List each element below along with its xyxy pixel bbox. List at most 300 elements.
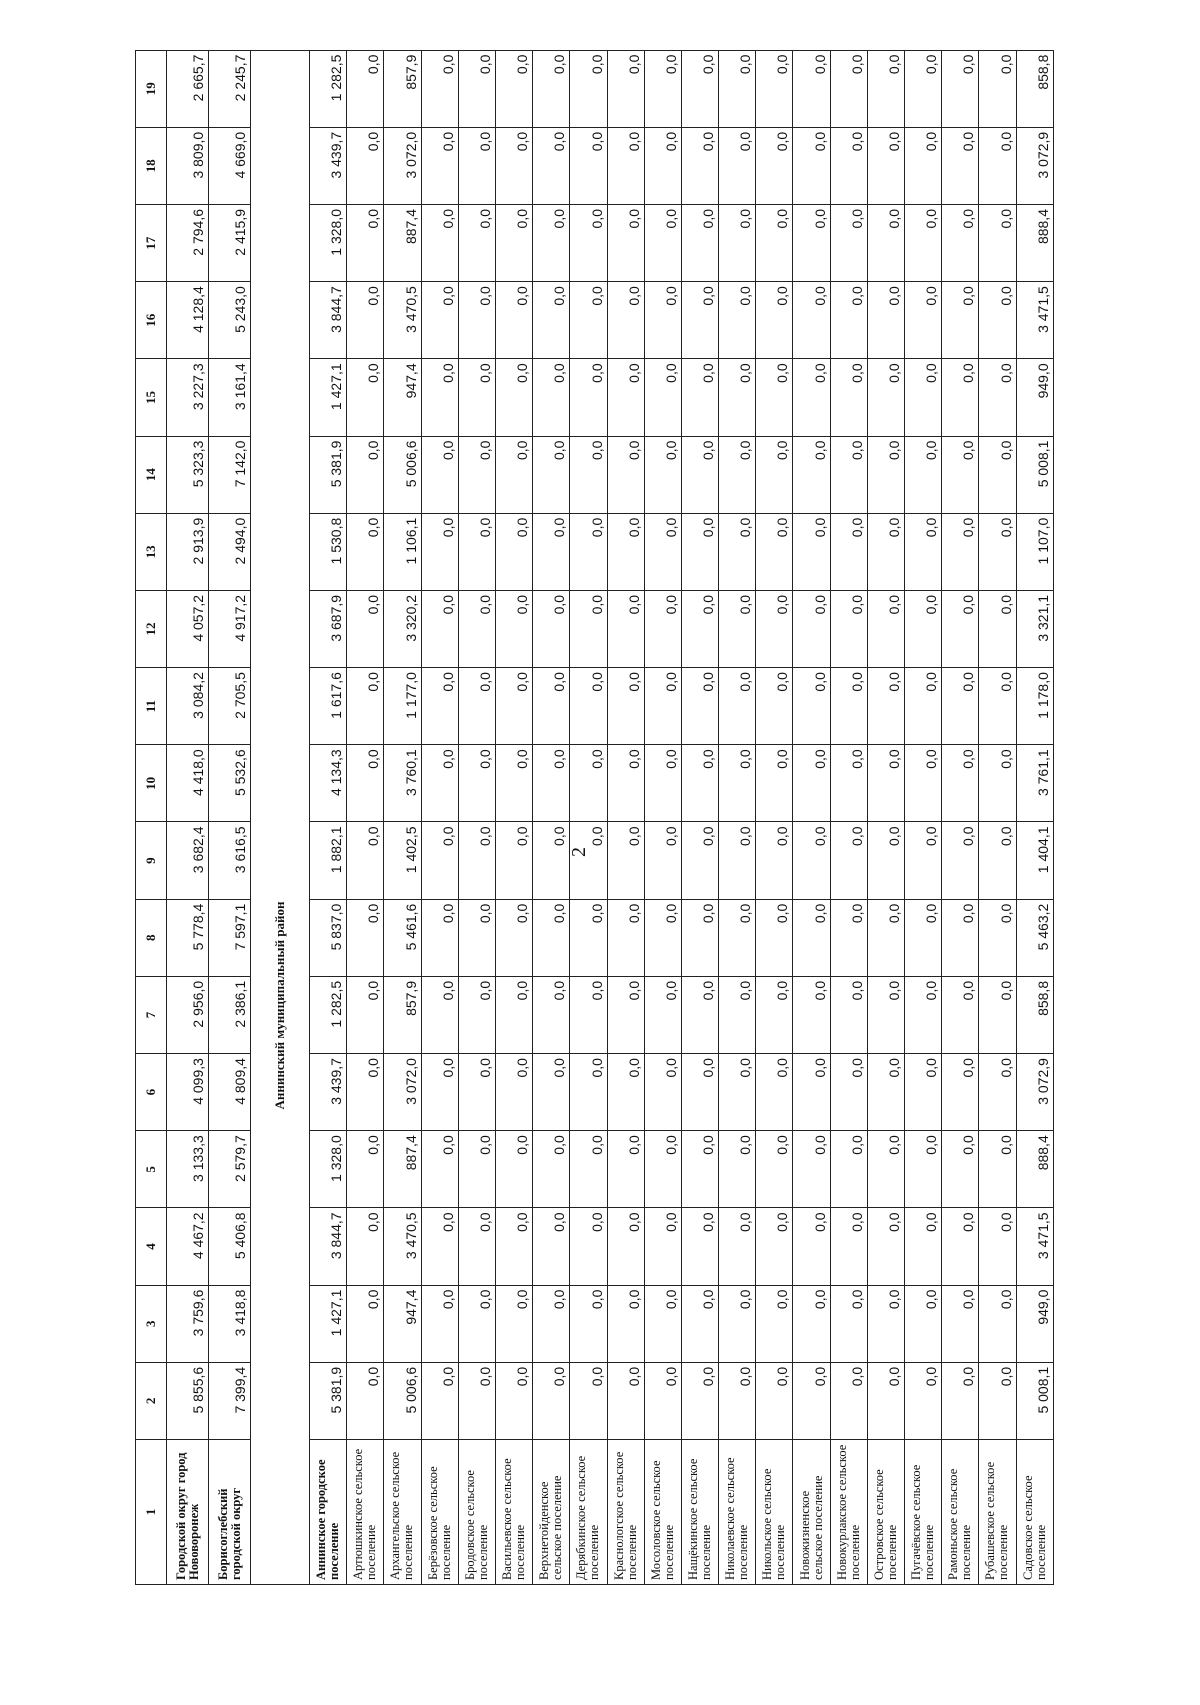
table-cell: 3 809,0	[167, 127, 209, 204]
table-cell: 3 072,0	[384, 127, 421, 204]
table-cell: 0,0	[644, 359, 681, 436]
table-cell: 0,0	[644, 513, 681, 590]
table-cell: 5 837,0	[310, 899, 347, 976]
table-cell: 0,0	[421, 513, 458, 590]
table-cell: 0,0	[607, 436, 644, 513]
table-cell: 0,0	[681, 668, 718, 745]
table-cell: 0,0	[570, 1054, 607, 1131]
table-cell: 0,0	[830, 436, 867, 513]
page-number: 2	[568, 847, 590, 857]
table-cell: 3 844,7	[310, 1208, 347, 1285]
table-row	[756, 50, 793, 1584]
table-row	[1016, 50, 1053, 1584]
table-cell: 3 072,9	[1016, 127, 1053, 204]
table-cell: 0,0	[533, 282, 570, 359]
table-cell: 0,0	[719, 976, 756, 1053]
table-cell: 0,0	[719, 1208, 756, 1285]
table-cell: 0,0	[979, 1362, 1016, 1439]
column-header: 6	[136, 1054, 167, 1131]
table-cell: 0,0	[533, 822, 570, 899]
table-cell: 0,0	[347, 513, 384, 590]
table-row	[533, 50, 570, 1584]
row-name: Верхнетойденское сельское поселение	[533, 1440, 570, 1585]
table-cell: 0,0	[756, 127, 793, 204]
table-cell: 5 381,9	[310, 1362, 347, 1439]
data-table	[135, 50, 1054, 1585]
table-cell: 2 665,7	[167, 50, 209, 127]
table-cell: 0,0	[347, 282, 384, 359]
table-cell: 0,0	[347, 205, 384, 282]
section-spacer	[251, 1440, 310, 1585]
table-cell: 4 467,2	[167, 1208, 209, 1285]
column-header: 1	[136, 1440, 167, 1585]
table-cell: 1 178,0	[1016, 668, 1053, 745]
table-cell: 5 855,6	[167, 1362, 209, 1439]
table-cell: 0,0	[458, 1362, 495, 1439]
table-cell: 0,0	[793, 282, 830, 359]
column-header: 7	[136, 976, 167, 1053]
table-cell: 0,0	[867, 668, 904, 745]
table-cell: 0,0	[719, 127, 756, 204]
table-row	[384, 50, 421, 1584]
table-cell: 0,0	[421, 1285, 458, 1362]
table-row	[644, 50, 681, 1584]
table-cell: 1 282,5	[310, 976, 347, 1053]
table-cell: 4 128,4	[167, 282, 209, 359]
table-cell: 0,0	[793, 1131, 830, 1208]
table-cell: 0,0	[644, 127, 681, 204]
table-row	[793, 50, 830, 1584]
table-cell: 0,0	[867, 1208, 904, 1285]
table-cell: 1 402,5	[384, 822, 421, 899]
section-row	[251, 50, 310, 1584]
table-cell: 0,0	[533, 745, 570, 822]
table-cell: 0,0	[719, 436, 756, 513]
table-cell: 0,0	[756, 976, 793, 1053]
table-cell: 0,0	[495, 513, 532, 590]
table-cell: 7 399,4	[209, 1362, 251, 1439]
table-cell: 3 321,1	[1016, 590, 1053, 667]
table-cell: 0,0	[570, 1285, 607, 1362]
table-cell: 0,0	[495, 50, 532, 127]
row-name: Васильевское сельское поселение	[495, 1440, 532, 1585]
column-header: 19	[136, 50, 167, 127]
table-cell: 0,0	[644, 822, 681, 899]
table-cell: 0,0	[644, 282, 681, 359]
table-cell: 0,0	[979, 50, 1016, 127]
table-cell: 0,0	[421, 976, 458, 1053]
table-row	[719, 50, 756, 1584]
table-cell: 0,0	[533, 1131, 570, 1208]
table-cell: 0,0	[830, 1362, 867, 1439]
table-cell: 3 682,4	[167, 822, 209, 899]
table-cell: 3 161,4	[209, 359, 251, 436]
table-cell: 0,0	[495, 1054, 532, 1131]
table-cell: 3 320,2	[384, 590, 421, 667]
table-cell: 0,0	[793, 50, 830, 127]
table-cell: 1 107,0	[1016, 513, 1053, 590]
table-cell: 0,0	[533, 899, 570, 976]
table-cell: 0,0	[756, 590, 793, 667]
table-cell: 0,0	[570, 1362, 607, 1439]
table-cell: 0,0	[495, 1131, 532, 1208]
table-cell: 0,0	[533, 50, 570, 127]
table-cell: 0,0	[942, 976, 979, 1053]
table-cell: 4 057,2	[167, 590, 209, 667]
table-cell: 0,0	[421, 1362, 458, 1439]
row-name: Архангельское сельское поселение	[384, 1440, 421, 1585]
table-cell: 0,0	[607, 1362, 644, 1439]
table-cell: 0,0	[830, 745, 867, 822]
table-cell: 0,0	[533, 590, 570, 667]
table-cell: 0,0	[905, 822, 942, 899]
table-cell: 0,0	[421, 590, 458, 667]
table-cell: 0,0	[607, 976, 644, 1053]
table-cell: 857,9	[384, 976, 421, 1053]
table-cell: 0,0	[719, 205, 756, 282]
table-cell: 0,0	[495, 1285, 532, 1362]
table-cell: 0,0	[719, 1054, 756, 1131]
table-cell: 0,0	[495, 822, 532, 899]
table-cell: 0,0	[830, 899, 867, 976]
table-cell: 0,0	[979, 513, 1016, 590]
table-cell: 0,0	[570, 668, 607, 745]
table-cell: 2 415,9	[209, 205, 251, 282]
table-cell: 0,0	[979, 1285, 1016, 1362]
table-cell: 0,0	[979, 822, 1016, 899]
table-cell: 0,0	[942, 590, 979, 667]
table-cell: 3 227,3	[167, 359, 209, 436]
table-cell: 0,0	[830, 668, 867, 745]
table-cell: 0,0	[942, 822, 979, 899]
table-cell: 0,0	[681, 359, 718, 436]
table-row	[867, 50, 904, 1584]
table-cell: 0,0	[793, 976, 830, 1053]
table-cell: 0,0	[942, 668, 979, 745]
table-cell: 0,0	[867, 50, 904, 127]
table-cell: 0,0	[979, 1054, 1016, 1131]
table-cell: 0,0	[347, 899, 384, 976]
table-cell: 0,0	[681, 1285, 718, 1362]
row-name: Аннинское городское поселение	[310, 1440, 347, 1585]
table-cell: 0,0	[867, 436, 904, 513]
table-cell: 0,0	[905, 513, 942, 590]
row-name: Краснологское сельское поселение	[607, 1440, 644, 1585]
table-cell: 0,0	[458, 976, 495, 1053]
table-cell: 0,0	[719, 359, 756, 436]
table-cell: 0,0	[905, 899, 942, 976]
table-cell: 0,0	[905, 282, 942, 359]
table-cell: 0,0	[495, 205, 532, 282]
table-cell: 0,0	[942, 1208, 979, 1285]
table-row	[942, 50, 979, 1584]
table-cell: 0,0	[570, 513, 607, 590]
table-cell: 0,0	[421, 50, 458, 127]
table-cell: 1 617,6	[310, 668, 347, 745]
table-cell: 0,0	[867, 899, 904, 976]
table-cell: 3 084,2	[167, 668, 209, 745]
table-cell: 0,0	[905, 359, 942, 436]
table-cell: 0,0	[458, 1054, 495, 1131]
table-cell: 0,0	[867, 127, 904, 204]
table-cell: 0,0	[458, 359, 495, 436]
table-cell: 0,0	[942, 1285, 979, 1362]
column-header: 14	[136, 436, 167, 513]
table-cell: 0,0	[681, 513, 718, 590]
table-cell: 1 427,1	[310, 1285, 347, 1362]
table-cell: 3 616,5	[209, 822, 251, 899]
table-cell: 3 133,3	[167, 1131, 209, 1208]
table-cell: 5 008,1	[1016, 1362, 1053, 1439]
table-cell: 1 404,1	[1016, 822, 1053, 899]
table-cell: 0,0	[719, 50, 756, 127]
table-cell: 7 597,1	[209, 899, 251, 976]
table-cell: 3 761,1	[1016, 745, 1053, 822]
table-cell: 947,4	[384, 1285, 421, 1362]
table-cell: 5 243,0	[209, 282, 251, 359]
table-cell: 3 687,9	[310, 590, 347, 667]
table-cell: 0,0	[495, 668, 532, 745]
table-cell: 0,0	[793, 1208, 830, 1285]
table-cell: 0,0	[458, 1285, 495, 1362]
table-cell: 0,0	[644, 899, 681, 976]
table-cell: 0,0	[905, 436, 942, 513]
table-cell: 0,0	[347, 127, 384, 204]
table-cell: 0,0	[756, 1054, 793, 1131]
table-cell: 0,0	[867, 1285, 904, 1362]
table-cell: 0,0	[756, 745, 793, 822]
table-cell: 0,0	[644, 1054, 681, 1131]
table-cell: 0,0	[607, 1131, 644, 1208]
table-cell: 0,0	[644, 50, 681, 127]
table-cell: 0,0	[942, 513, 979, 590]
table-cell: 0,0	[719, 668, 756, 745]
table-cell: 0,0	[681, 436, 718, 513]
table-cell: 0,0	[830, 50, 867, 127]
table-cell: 0,0	[533, 976, 570, 1053]
table-cell: 0,0	[942, 50, 979, 127]
table-cell: 0,0	[570, 976, 607, 1053]
table-cell: 4 669,0	[209, 127, 251, 204]
table-cell: 0,0	[979, 282, 1016, 359]
table-cell: 0,0	[458, 590, 495, 667]
table-row	[495, 50, 532, 1584]
table-cell: 0,0	[570, 359, 607, 436]
table-cell: 0,0	[533, 668, 570, 745]
table-cell: 0,0	[347, 359, 384, 436]
table-cell: 2 956,0	[167, 976, 209, 1053]
table-cell: 0,0	[347, 1362, 384, 1439]
table-cell: 1 530,8	[310, 513, 347, 590]
table-cell: 0,0	[644, 1362, 681, 1439]
table-cell: 0,0	[533, 436, 570, 513]
column-header: 4	[136, 1208, 167, 1285]
table-cell: 0,0	[793, 127, 830, 204]
table-cell: 0,0	[942, 359, 979, 436]
table-cell: 0,0	[830, 282, 867, 359]
table-cell: 0,0	[607, 127, 644, 204]
table-cell: 0,0	[905, 668, 942, 745]
table-cell: 5 532,6	[209, 745, 251, 822]
table-cell: 4 418,0	[167, 745, 209, 822]
table-cell: 0,0	[607, 1285, 644, 1362]
table-cell: 0,0	[905, 745, 942, 822]
table-cell: 0,0	[570, 822, 607, 899]
rotated-table-container	[135, 50, 1200, 1585]
table-cell: 0,0	[495, 745, 532, 822]
table-cell: 0,0	[421, 127, 458, 204]
table-cell: 0,0	[905, 1362, 942, 1439]
table-cell: 0,0	[942, 745, 979, 822]
table-cell: 0,0	[905, 976, 942, 1053]
table-cell: 0,0	[644, 976, 681, 1053]
table-cell: 0,0	[607, 205, 644, 282]
table-cell: 1 328,0	[310, 205, 347, 282]
table-cell: 0,0	[644, 1285, 681, 1362]
row-name: Нащёкинское сельское поселение	[681, 1440, 718, 1585]
table-cell: 0,0	[719, 899, 756, 976]
table-cell: 5 323,3	[167, 436, 209, 513]
table-cell: 949,0	[1016, 359, 1053, 436]
table-cell: 0,0	[607, 668, 644, 745]
table-cell: 0,0	[495, 359, 532, 436]
table-cell: 888,4	[1016, 205, 1053, 282]
table-cell: 3 759,6	[167, 1285, 209, 1362]
column-header: 16	[136, 282, 167, 359]
table-cell: 0,0	[421, 282, 458, 359]
table-cell: 0,0	[533, 1208, 570, 1285]
table-cell: 0,0	[719, 745, 756, 822]
table-cell: 3 418,8	[209, 1285, 251, 1362]
row-name: Борисоглебский городской округ	[209, 1440, 251, 1585]
table-cell: 0,0	[905, 50, 942, 127]
table-cell: 0,0	[979, 590, 1016, 667]
row-name: Дерябкинское сельское поселение	[570, 1440, 607, 1585]
table-cell: 0,0	[942, 127, 979, 204]
table-cell: 1 177,0	[384, 668, 421, 745]
table-cell: 0,0	[719, 1362, 756, 1439]
table-cell: 0,0	[719, 1285, 756, 1362]
table-cell: 0,0	[458, 899, 495, 976]
table-cell: 2 913,9	[167, 513, 209, 590]
table-cell: 0,0	[607, 1208, 644, 1285]
row-name: Рамоньское сельское поселение	[942, 1440, 979, 1585]
table-cell: 3 072,9	[1016, 1054, 1053, 1131]
table-cell: 0,0	[867, 513, 904, 590]
table-cell: 0,0	[644, 436, 681, 513]
table-cell: 0,0	[756, 205, 793, 282]
table-cell: 0,0	[830, 127, 867, 204]
column-header: 3	[136, 1285, 167, 1362]
header-row	[136, 50, 167, 1584]
table-cell: 3 439,7	[310, 1054, 347, 1131]
table-cell: 0,0	[867, 1131, 904, 1208]
table-cell: 0,0	[458, 1131, 495, 1208]
table-cell: 0,0	[533, 1054, 570, 1131]
row-name: Городской округ город Нововоронеж	[167, 1440, 209, 1585]
table-cell: 1 282,5	[310, 50, 347, 127]
table-cell: 0,0	[347, 976, 384, 1053]
row-name: Островское сельское поселение	[867, 1440, 904, 1585]
table-cell: 3 471,5	[1016, 282, 1053, 359]
column-header: 18	[136, 127, 167, 204]
table-cell: 0,0	[942, 1054, 979, 1131]
table-cell: 0,0	[681, 1131, 718, 1208]
table-cell: 0,0	[942, 436, 979, 513]
table-row	[167, 50, 209, 1584]
table-cell: 0,0	[533, 359, 570, 436]
table-cell: 0,0	[719, 513, 756, 590]
column-header: 9	[136, 822, 167, 899]
table-cell: 0,0	[756, 899, 793, 976]
table-cell: 0,0	[793, 436, 830, 513]
table-cell: 0,0	[867, 1054, 904, 1131]
table-cell: 0,0	[421, 745, 458, 822]
table-cell: 2 245,7	[209, 50, 251, 127]
table-cell: 3 439,7	[310, 127, 347, 204]
table-cell: 0,0	[905, 205, 942, 282]
table-cell: 0,0	[942, 282, 979, 359]
table-cell: 0,0	[942, 205, 979, 282]
table-cell: 0,0	[830, 359, 867, 436]
table-cell: 949,0	[1016, 1285, 1053, 1362]
table-cell: 0,0	[830, 1054, 867, 1131]
table-cell: 0,0	[644, 205, 681, 282]
column-header: 15	[136, 359, 167, 436]
table-cell: 2 494,0	[209, 513, 251, 590]
table-cell: 0,0	[495, 1362, 532, 1439]
table-row	[681, 50, 718, 1584]
table-cell: 0,0	[793, 899, 830, 976]
table-cell: 0,0	[421, 205, 458, 282]
table-cell: 0,0	[979, 668, 1016, 745]
table-cell: 0,0	[570, 205, 607, 282]
table-cell: 0,0	[793, 359, 830, 436]
table-cell: 0,0	[756, 1208, 793, 1285]
row-name: Пугачёвское сельское поселение	[905, 1440, 942, 1585]
table-cell: 5 006,6	[384, 1362, 421, 1439]
table-cell: 0,0	[681, 205, 718, 282]
table-row	[905, 50, 942, 1584]
table-cell: 1 427,1	[310, 359, 347, 436]
table-cell: 0,0	[495, 899, 532, 976]
table-cell: 0,0	[570, 50, 607, 127]
table-cell: 0,0	[421, 1131, 458, 1208]
table-cell: 0,0	[495, 1208, 532, 1285]
table-cell: 0,0	[681, 590, 718, 667]
table-cell: 857,9	[384, 50, 421, 127]
table-cell: 5 406,8	[209, 1208, 251, 1285]
table-cell: 0,0	[421, 899, 458, 976]
table-cell: 0,0	[681, 50, 718, 127]
column-header: 10	[136, 745, 167, 822]
table-cell: 0,0	[793, 1285, 830, 1362]
table-cell: 0,0	[681, 1054, 718, 1131]
table-cell: 2 794,6	[167, 205, 209, 282]
table-row	[421, 50, 458, 1584]
table-cell: 0,0	[867, 1362, 904, 1439]
table-cell: 3 072,0	[384, 1054, 421, 1131]
table-cell: 0,0	[681, 822, 718, 899]
table-cell: 0,0	[347, 1208, 384, 1285]
column-header: 17	[136, 205, 167, 282]
table-cell: 0,0	[570, 745, 607, 822]
table-cell: 5 006,6	[384, 436, 421, 513]
table-row	[310, 50, 347, 1584]
table-cell: 5 008,1	[1016, 436, 1053, 513]
table-cell: 0,0	[942, 1362, 979, 1439]
table-cell: 0,0	[421, 822, 458, 899]
